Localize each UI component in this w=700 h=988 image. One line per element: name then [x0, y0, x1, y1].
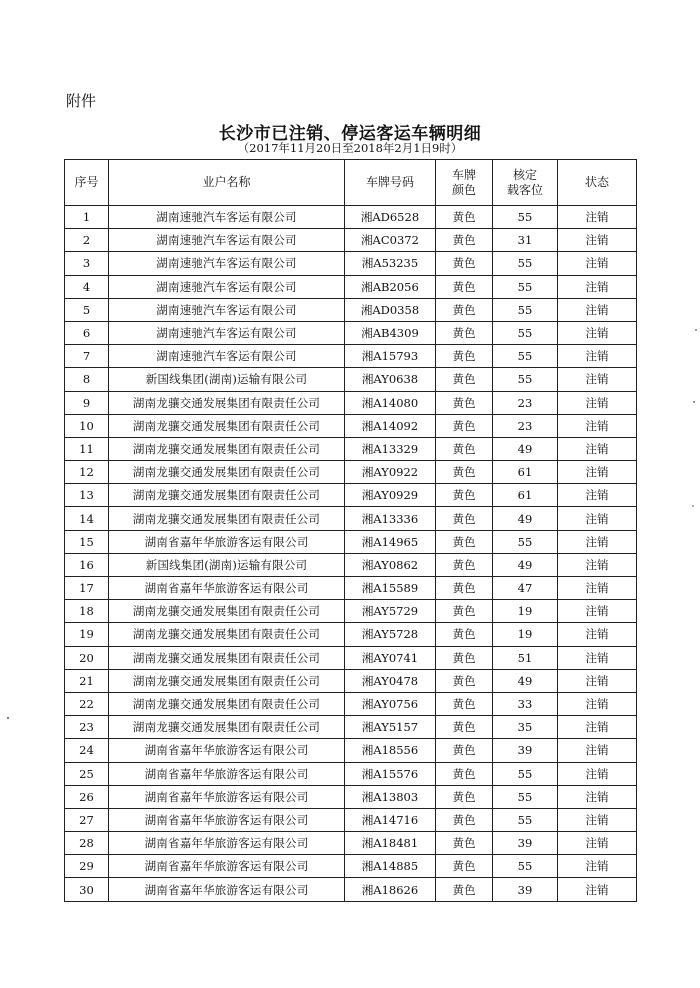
cell-plate-color: 黄色 — [436, 461, 493, 484]
cell-plate: 湘AB2056 — [345, 275, 436, 298]
cell-plate: 湘AY5728 — [345, 623, 436, 646]
table-row — [65, 414, 637, 437]
cell-status: 注销 — [558, 391, 637, 414]
cell-index: 30 — [65, 878, 109, 901]
cell-plate: 湘A18556 — [345, 739, 436, 762]
table-row — [65, 808, 637, 831]
cell-company: 湖南龙骧交通发展集团有限责任公司 — [109, 716, 345, 739]
cell-index: 13 — [65, 484, 109, 507]
cell-plate-color: 黄色 — [436, 669, 493, 692]
table-row — [65, 229, 637, 252]
table-row — [65, 577, 637, 600]
cell-company: 湖南速驰汽车客运有限公司 — [109, 252, 345, 275]
cell-plate: 湘AB4309 — [345, 321, 436, 344]
cell-index: 21 — [65, 669, 109, 692]
scan-speck — [693, 401, 695, 403]
cell-index: 8 — [65, 368, 109, 391]
cell-company: 新国线集团(湖南)运输有限公司 — [109, 368, 345, 391]
cell-plate: 湘A15589 — [345, 577, 436, 600]
cell-company: 湖南龙骧交通发展集团有限责任公司 — [109, 646, 345, 669]
vehicle-table — [64, 159, 637, 902]
table-row — [65, 461, 637, 484]
cell-index: 9 — [65, 391, 109, 414]
cell-plate-color: 黄色 — [436, 252, 493, 275]
cell-index: 14 — [65, 507, 109, 530]
cell-company: 湖南速驰汽车客运有限公司 — [109, 321, 345, 344]
cell-status: 注销 — [558, 832, 637, 855]
cell-plate: 湘A15793 — [345, 345, 436, 368]
cell-status: 注销 — [558, 298, 637, 321]
cell-status: 注销 — [558, 321, 637, 344]
cell-plate-color: 黄色 — [436, 275, 493, 298]
cell-status: 注销 — [558, 692, 637, 715]
table-row — [65, 321, 637, 344]
cell-index: 18 — [65, 600, 109, 623]
table-row — [65, 878, 637, 901]
cell-company: 新国线集团(湖南)运输有限公司 — [109, 553, 345, 576]
cell-index: 6 — [65, 321, 109, 344]
cell-status: 注销 — [558, 785, 637, 808]
cell-index: 3 — [65, 252, 109, 275]
cell-index: 4 — [65, 275, 109, 298]
cell-index: 24 — [65, 739, 109, 762]
cell-company: 湖南龙骧交通发展集团有限责任公司 — [109, 600, 345, 623]
cell-plate-color: 黄色 — [436, 762, 493, 785]
cell-status: 注销 — [558, 206, 637, 229]
cell-plate-color: 黄色 — [436, 298, 493, 321]
attachment-label: 附件 — [66, 92, 97, 110]
cell-index: 12 — [65, 461, 109, 484]
cell-seats: 55 — [493, 785, 558, 808]
cell-plate-color: 黄色 — [436, 530, 493, 553]
cell-status: 注销 — [558, 623, 637, 646]
cell-status: 注销 — [558, 739, 637, 762]
cell-plate: 湘AY5729 — [345, 600, 436, 623]
cell-seats: 61 — [493, 484, 558, 507]
scan-speck — [695, 329, 697, 331]
document-subtitle: （2017年11月20日至2018年2月1日9时） — [237, 141, 463, 155]
cell-plate: 湘A15576 — [345, 762, 436, 785]
cell-index: 1 — [65, 206, 109, 229]
cell-seats: 39 — [493, 739, 558, 762]
table-row — [65, 298, 637, 321]
table-row — [65, 739, 637, 762]
cell-plate-color: 黄色 — [436, 206, 493, 229]
cell-seats: 55 — [493, 321, 558, 344]
cell-company: 湖南省嘉年华旅游客运有限公司 — [109, 762, 345, 785]
cell-plate-color: 黄色 — [436, 808, 493, 831]
cell-company: 湖南龙骧交通发展集团有限责任公司 — [109, 623, 345, 646]
cell-plate: 湘A13336 — [345, 507, 436, 530]
cell-index: 29 — [65, 855, 109, 878]
cell-plate: 湘A18481 — [345, 832, 436, 855]
cell-plate: 湘A14965 — [345, 530, 436, 553]
cell-company: 湖南速驰汽车客运有限公司 — [109, 298, 345, 321]
cell-company: 湖南省嘉年华旅游客运有限公司 — [109, 530, 345, 553]
cell-index: 28 — [65, 832, 109, 855]
cell-company: 湖南省嘉年华旅游客运有限公司 — [109, 832, 345, 855]
cell-company: 湖南省嘉年华旅游客运有限公司 — [109, 878, 345, 901]
cell-status: 注销 — [558, 437, 637, 460]
cell-plate: 湘AY0741 — [345, 646, 436, 669]
cell-company: 湖南速驰汽车客运有限公司 — [109, 275, 345, 298]
cell-seats: 23 — [493, 391, 558, 414]
cell-company: 湖南龙骧交通发展集团有限责任公司 — [109, 391, 345, 414]
header-seats: 核定 载客位 — [493, 160, 558, 206]
cell-seats: 61 — [493, 461, 558, 484]
cell-company: 湖南省嘉年华旅游客运有限公司 — [109, 577, 345, 600]
table-row — [65, 692, 637, 715]
cell-seats: 55 — [493, 298, 558, 321]
header-plate-color: 车牌 颜色 — [436, 160, 493, 206]
cell-plate-color: 黄色 — [436, 577, 493, 600]
cell-index: 25 — [65, 762, 109, 785]
cell-index: 2 — [65, 229, 109, 252]
cell-company: 湖南省嘉年华旅游客运有限公司 — [109, 855, 345, 878]
cell-status: 注销 — [558, 878, 637, 901]
cell-plate: 湘AY0638 — [345, 368, 436, 391]
cell-seats: 49 — [493, 507, 558, 530]
table-row — [65, 669, 637, 692]
table-row — [65, 623, 637, 646]
cell-plate-color: 黄色 — [436, 484, 493, 507]
cell-company: 湖南龙骧交通发展集团有限责任公司 — [109, 484, 345, 507]
table-row — [65, 762, 637, 785]
cell-plate: 湘A18626 — [345, 878, 436, 901]
cell-status: 注销 — [558, 461, 637, 484]
cell-status: 注销 — [558, 553, 637, 576]
table-row — [65, 437, 637, 460]
cell-plate: 湘A14092 — [345, 414, 436, 437]
cell-index: 17 — [65, 577, 109, 600]
cell-plate-color: 黄色 — [436, 716, 493, 739]
cell-seats: 39 — [493, 832, 558, 855]
cell-index: 15 — [65, 530, 109, 553]
cell-status: 注销 — [558, 252, 637, 275]
cell-status: 注销 — [558, 855, 637, 878]
cell-plate-color: 黄色 — [436, 832, 493, 855]
cell-index: 20 — [65, 646, 109, 669]
table-row — [65, 484, 637, 507]
cell-plate-color: 黄色 — [436, 391, 493, 414]
table-row — [65, 855, 637, 878]
cell-plate: 湘AC0372 — [345, 229, 436, 252]
cell-company: 湖南龙骧交通发展集团有限责任公司 — [109, 437, 345, 460]
cell-plate: 湘AY0922 — [345, 461, 436, 484]
header-plate: 车牌号码 — [345, 160, 436, 206]
cell-seats: 47 — [493, 577, 558, 600]
cell-status: 注销 — [558, 484, 637, 507]
cell-seats: 55 — [493, 762, 558, 785]
cell-plate: 湘AY0862 — [345, 553, 436, 576]
header-index: 序号 — [65, 160, 109, 206]
scan-speck — [692, 505, 694, 507]
cell-status: 注销 — [558, 646, 637, 669]
cell-status: 注销 — [558, 275, 637, 298]
cell-status: 注销 — [558, 345, 637, 368]
cell-seats: 31 — [493, 229, 558, 252]
table-row — [65, 716, 637, 739]
cell-plate-color: 黄色 — [436, 878, 493, 901]
cell-plate: 湘AY0478 — [345, 669, 436, 692]
cell-index: 7 — [65, 345, 109, 368]
table-row — [65, 785, 637, 808]
cell-plate-color: 黄色 — [436, 345, 493, 368]
cell-plate-color: 黄色 — [436, 739, 493, 762]
header-company: 业户名称 — [109, 160, 345, 206]
table-row — [65, 206, 637, 229]
cell-plate: 湘AY0929 — [345, 484, 436, 507]
cell-status: 注销 — [558, 669, 637, 692]
cell-seats: 55 — [493, 252, 558, 275]
cell-company: 湖南省嘉年华旅游客运有限公司 — [109, 808, 345, 831]
cell-plate: 湘A14716 — [345, 808, 436, 831]
cell-seats: 49 — [493, 669, 558, 692]
cell-plate: 湘A53235 — [345, 252, 436, 275]
table-row — [65, 345, 637, 368]
cell-seats: 39 — [493, 878, 558, 901]
cell-seats: 55 — [493, 530, 558, 553]
scan-speck — [7, 717, 9, 719]
cell-index: 22 — [65, 692, 109, 715]
cell-company: 湖南龙骧交通发展集团有限责任公司 — [109, 414, 345, 437]
cell-plate-color: 黄色 — [436, 414, 493, 437]
cell-plate-color: 黄色 — [436, 600, 493, 623]
cell-plate-color: 黄色 — [436, 646, 493, 669]
cell-seats: 51 — [493, 646, 558, 669]
cell-index: 16 — [65, 553, 109, 576]
cell-index: 5 — [65, 298, 109, 321]
cell-plate-color: 黄色 — [436, 437, 493, 460]
table-row — [65, 646, 637, 669]
cell-plate: 湘A14885 — [345, 855, 436, 878]
cell-plate: 湘A14080 — [345, 391, 436, 414]
cell-plate-color: 黄色 — [436, 507, 493, 530]
cell-seats: 35 — [493, 716, 558, 739]
cell-company: 湖南龙骧交通发展集团有限责任公司 — [109, 692, 345, 715]
table-body — [65, 206, 637, 902]
cell-plate-color: 黄色 — [436, 229, 493, 252]
cell-index: 27 — [65, 808, 109, 831]
cell-plate: 湘AD6528 — [345, 206, 436, 229]
cell-company: 湖南速驰汽车客运有限公司 — [109, 229, 345, 252]
cell-company: 湖南速驰汽车客运有限公司 — [109, 345, 345, 368]
table-row — [65, 553, 637, 576]
cell-status: 注销 — [558, 762, 637, 785]
cell-company: 湖南龙骧交通发展集团有限责任公司 — [109, 507, 345, 530]
cell-seats: 55 — [493, 275, 558, 298]
cell-seats: 55 — [493, 808, 558, 831]
cell-index: 23 — [65, 716, 109, 739]
cell-seats: 49 — [493, 437, 558, 460]
cell-plate-color: 黄色 — [436, 553, 493, 576]
cell-seats: 23 — [493, 414, 558, 437]
cell-company: 湖南龙骧交通发展集团有限责任公司 — [109, 669, 345, 692]
cell-plate-color: 黄色 — [436, 368, 493, 391]
cell-status: 注销 — [558, 507, 637, 530]
table-header-row — [65, 160, 637, 206]
table-row — [65, 275, 637, 298]
cell-plate-color: 黄色 — [436, 785, 493, 808]
cell-seats: 55 — [493, 345, 558, 368]
cell-status: 注销 — [558, 530, 637, 553]
cell-index: 11 — [65, 437, 109, 460]
cell-status: 注销 — [558, 577, 637, 600]
cell-company: 湖南龙骧交通发展集团有限责任公司 — [109, 461, 345, 484]
cell-seats: 19 — [493, 600, 558, 623]
cell-seats: 33 — [493, 692, 558, 715]
cell-index: 26 — [65, 785, 109, 808]
table-row — [65, 507, 637, 530]
cell-status: 注销 — [558, 600, 637, 623]
cell-plate: 湘AD0358 — [345, 298, 436, 321]
cell-plate: 湘AY0756 — [345, 692, 436, 715]
cell-seats: 55 — [493, 855, 558, 878]
cell-status: 注销 — [558, 229, 637, 252]
table-row — [65, 832, 637, 855]
cell-plate-color: 黄色 — [436, 855, 493, 878]
cell-plate: 湘A13803 — [345, 785, 436, 808]
table-row — [65, 368, 637, 391]
cell-company: 湖南省嘉年华旅游客运有限公司 — [109, 739, 345, 762]
cell-seats: 55 — [493, 368, 558, 391]
cell-status: 注销 — [558, 368, 637, 391]
cell-company: 湖南速驰汽车客运有限公司 — [109, 206, 345, 229]
header-status: 状态 — [558, 160, 637, 206]
table-row — [65, 391, 637, 414]
cell-plate-color: 黄色 — [436, 623, 493, 646]
cell-plate: 湘A13329 — [345, 437, 436, 460]
cell-company: 湖南省嘉年华旅游客运有限公司 — [109, 785, 345, 808]
cell-status: 注销 — [558, 414, 637, 437]
cell-status: 注销 — [558, 808, 637, 831]
document-title: 长沙市已注销、停运客运车辆明细 — [218, 124, 482, 144]
cell-status: 注销 — [558, 716, 637, 739]
table-row — [65, 600, 637, 623]
cell-seats: 19 — [493, 623, 558, 646]
cell-index: 19 — [65, 623, 109, 646]
cell-plate-color: 黄色 — [436, 321, 493, 344]
cell-seats: 55 — [493, 206, 558, 229]
cell-seats: 49 — [493, 553, 558, 576]
table-row — [65, 252, 637, 275]
cell-plate-color: 黄色 — [436, 692, 493, 715]
table-row — [65, 530, 637, 553]
cell-index: 10 — [65, 414, 109, 437]
cell-plate: 湘AY5157 — [345, 716, 436, 739]
